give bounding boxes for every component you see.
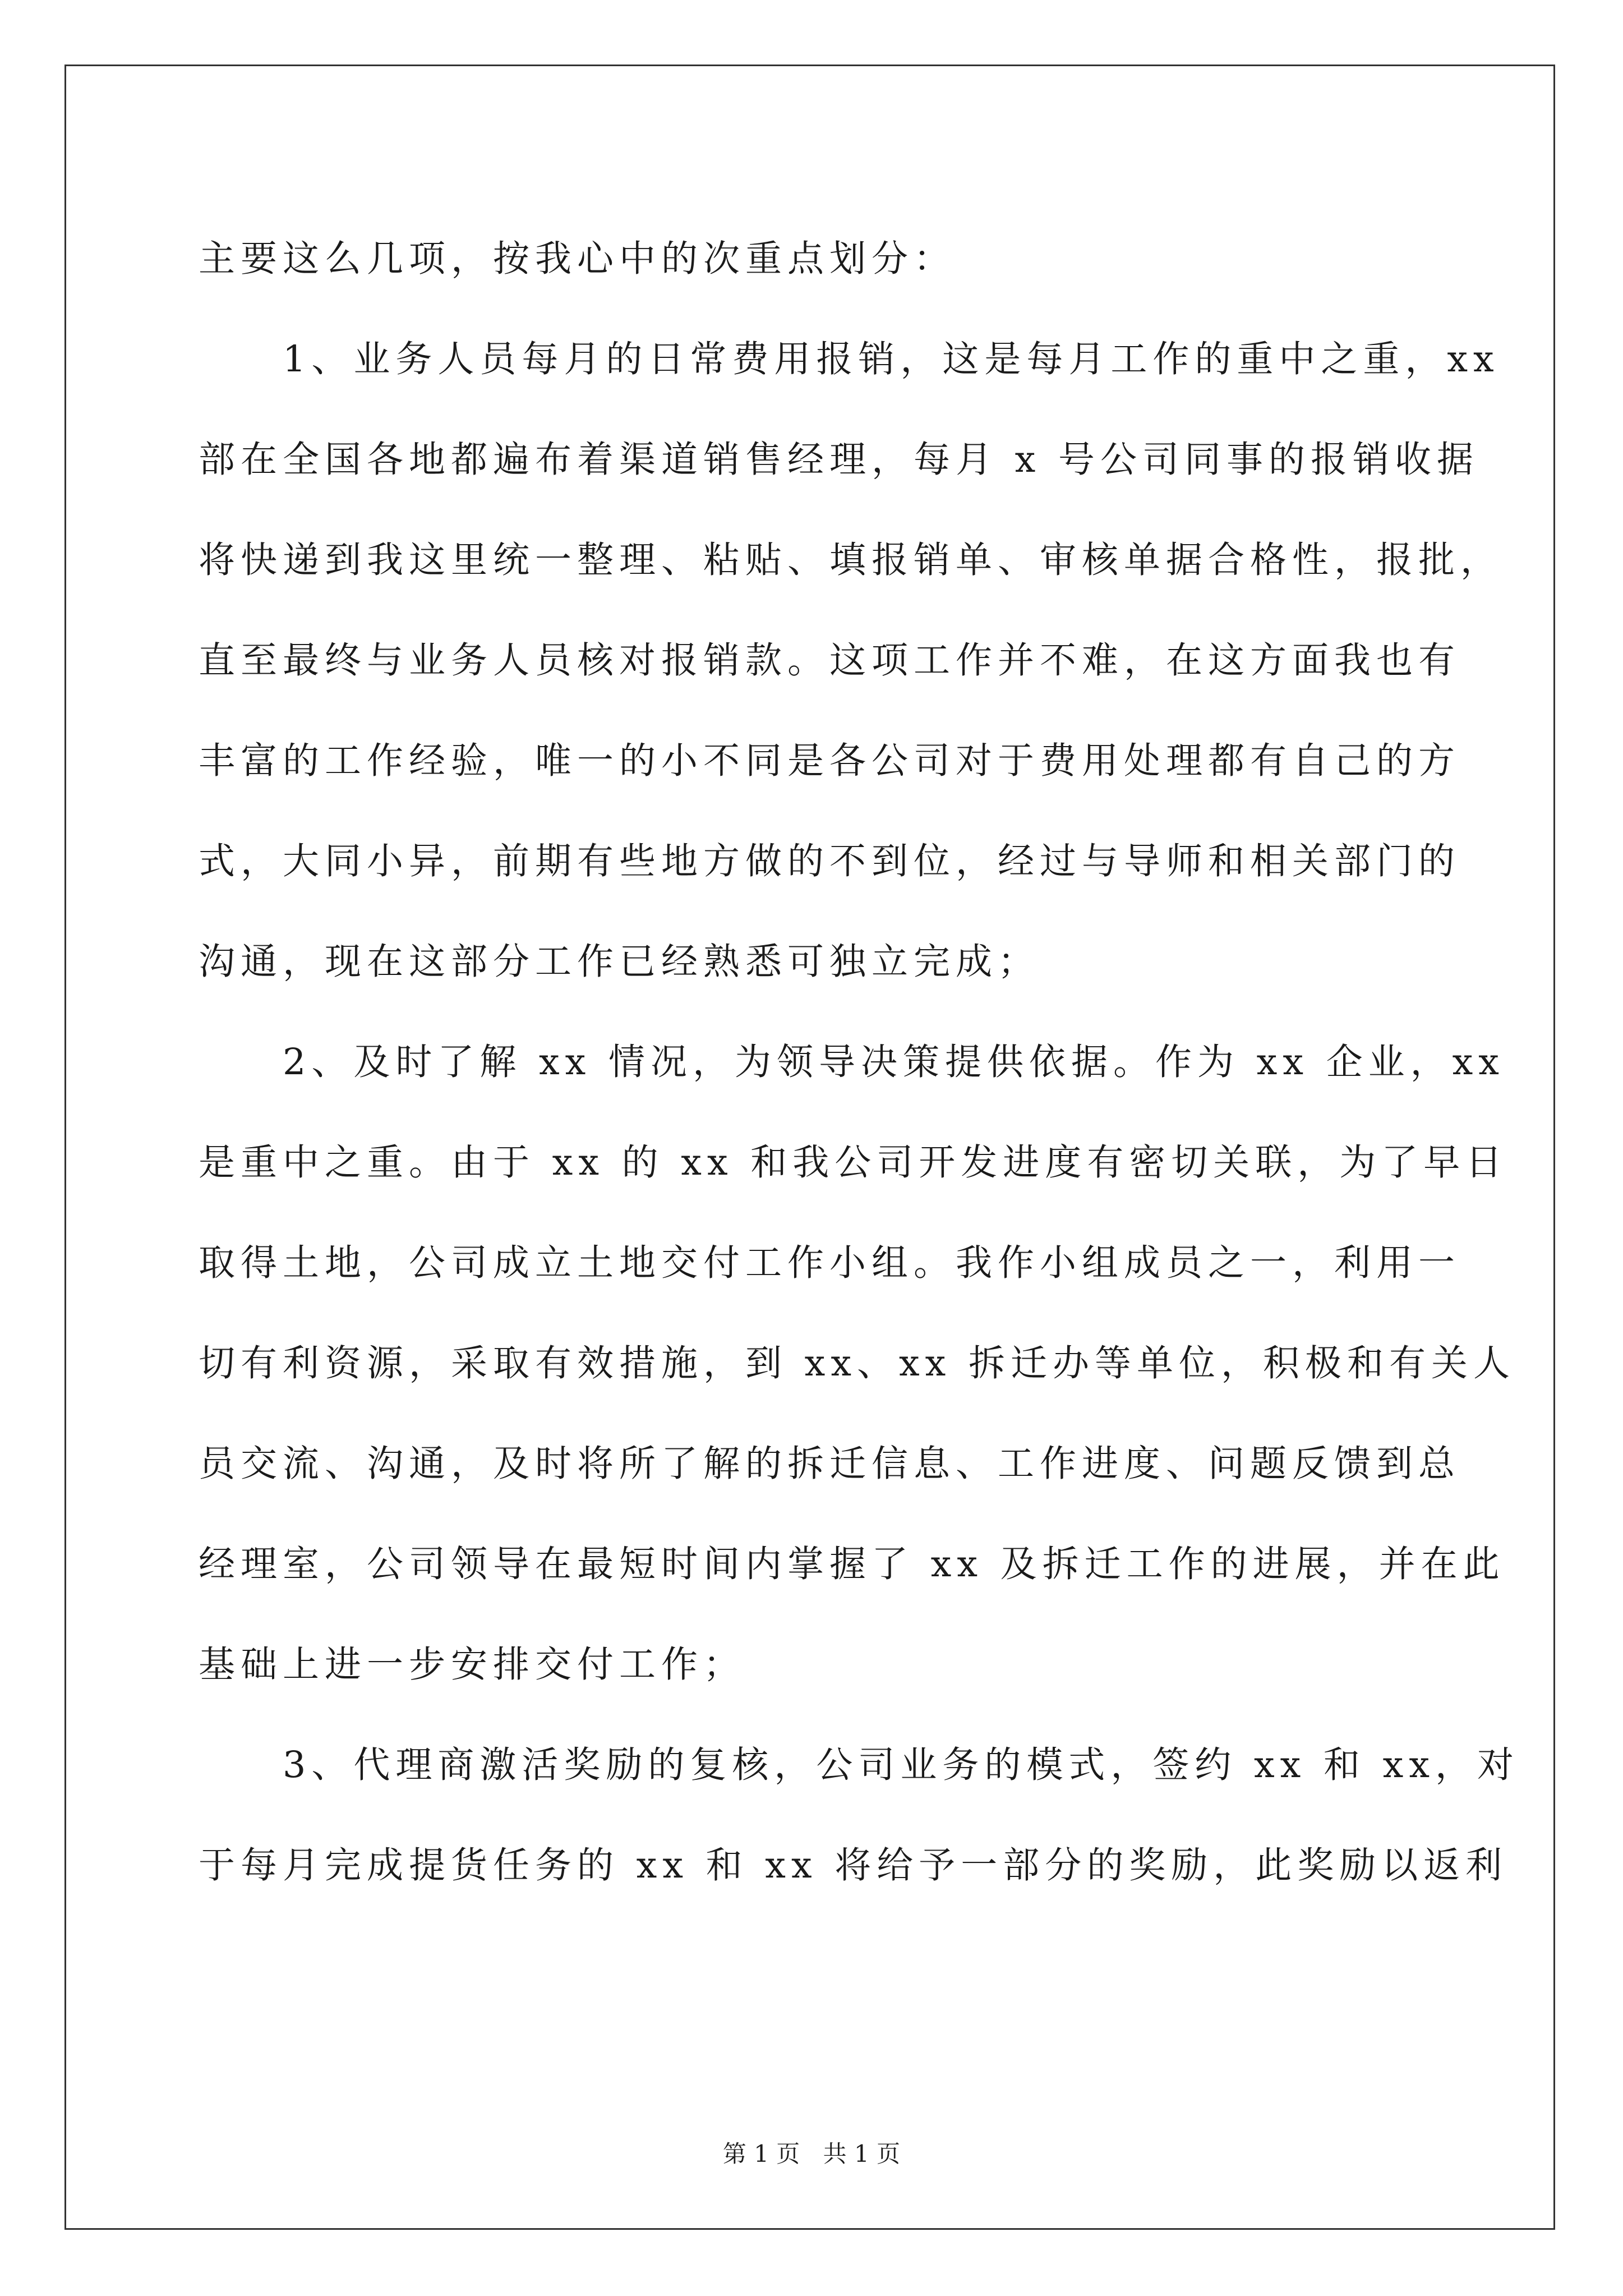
text-line: 直至最终与业务人员核对报销款。这项工作并不难，在这方面我也有 xyxy=(199,639,1461,682)
page-footer xyxy=(0,2137,1623,2171)
text-line: 3、代理商激活奖励的复核，公司业务的模式，签约 xx 和 xx，对 xyxy=(199,1744,1519,1786)
text-line: 丰富的工作经验，唯一的小不同是各公司对于费用处理都有自己的方 xyxy=(199,740,1461,782)
text-line: 是重中之重。由于 xx 的 xx 和我公司开发进度有密切关联，为了早日 xyxy=(199,1142,1508,1184)
text-line: 将快递到我这里统一整理、粘贴、填报销单、审核单据合格性，报批， xyxy=(199,539,1503,581)
text-line: 部在全国各地都遍布着渠道销售经理，每月 x 号公司同事的报销收据 xyxy=(199,439,1479,481)
text-line: 基础上进一步安排交付工作； xyxy=(199,1644,746,1686)
text-line: 于每月完成提货任务的 xx 和 xx 将给予一部分的奖励，此奖励以返利 xyxy=(199,1844,1508,1887)
text-line: 式，大同小异，前期有些地方做的不到位，经过与导师和相关部门的 xyxy=(199,840,1461,882)
page-total: 共 1 页 xyxy=(823,2140,901,2168)
text-line: 取得土地，公司成立土地交付工作小组。我作小组成员之一，利用一 xyxy=(199,1242,1461,1284)
text-line: 2、及时了解 xx 情况，为领导决策提供依据。作为 xx 企业，xx xyxy=(199,1041,1505,1083)
text-line: 主要这么几项，按我心中的次重点划分： xyxy=(199,238,956,280)
text-line: 员交流、沟通，及时将所了解的拆迁信息、工作进度、问题反馈到总 xyxy=(199,1443,1461,1485)
document-body xyxy=(199,209,1519,1916)
text-line: 经理室，公司领导在最短时间内掌握了 xx 及拆迁工作的进展，并在此 xyxy=(199,1543,1505,1585)
text-line: 沟通，现在这部分工作已经熟悉可独立完成； xyxy=(199,941,1040,983)
text-line: 切有利资源，采取有效措施，到 xx、xx 拆迁办等单位，积极和有关人 xyxy=(199,1342,1515,1384)
text-line: 1、业务人员每月的日常费用报销，这是每月工作的重中之重，xx xyxy=(199,338,1500,380)
page-number: 第 1 页 xyxy=(722,2140,800,2168)
